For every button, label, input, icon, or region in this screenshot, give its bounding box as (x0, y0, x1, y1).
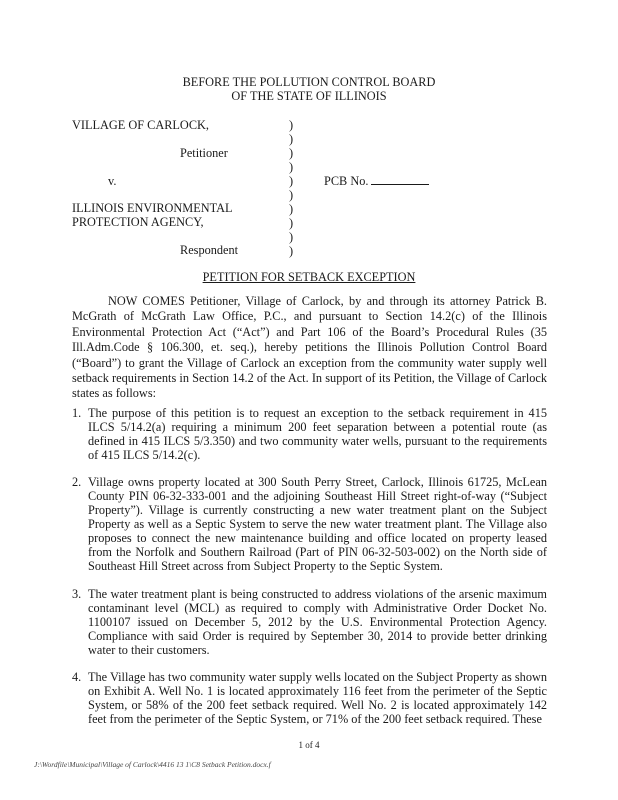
intro-paragraph: NOW COMES Petitioner, Village of Carlock, by and through its attorney Patrick B. McGrath of McGrath Law Office, P.C., and pursuant to Section 14.2(c) of the Illinois Environmental Protection Act (“Act”) and Part 106 of the Board’s Procedural Rules (35 Ill.Adm.Code § 106.300, et. seq.), hereby petitions the Illinois Pollution Control Board (“Board”) to grant the Village of Carlock an exception from the community water supply well setback requirements in Section 14.2 of the Act. In support of its Petition, the Village of Carlock states as follows: (72, 294, 547, 401)
item-number: 3. (72, 587, 82, 601)
page-number: 1 of 4 (298, 740, 320, 750)
item-text: The water treatment plant is being constructed to address violations of the arsenic maximum contaminant level (MCL) as required to comply with Administrative Order Docket No. 1100107 issued on December 5, 2012 by the U.S. Environmental Protection Agency. Compliance with said Order is required by September 30, 2014 to provide better drinking water to their customers. (88, 587, 547, 657)
board-name-line2: OF THE STATE OF ILLINOIS (231, 89, 387, 103)
board-name-line1: BEFORE THE POLLUTION CONTROL BOARD (182, 75, 436, 89)
caption-parentheses (289, 118, 293, 258)
pcb-number-blank (371, 174, 429, 185)
caption-paren: ) (289, 244, 294, 258)
respondent-name-line1: ILLINOIS ENVIRONMENTAL (72, 201, 233, 215)
caption-paren: ) (289, 188, 294, 202)
item-number: 1. (72, 406, 82, 420)
document-title: PETITION FOR SETBACK EXCEPTION (202, 270, 416, 284)
caption-paren: ) (289, 146, 294, 160)
item-text: The purpose of this petition is to request an exception to the setback requirement in 415 ILCS 5/14.2(a) requiring a minimum 200 feet separation between a potential route (as defined in 415 ILCS 5/3.350) and two community water wells, pursuant to the requirements of 415 ILCS 5/14.2(c). (88, 406, 547, 462)
pcb-number (324, 174, 429, 188)
petitioner-role: Petitioner (180, 146, 228, 160)
caption-paren: ) (289, 132, 294, 146)
item-text: The Village has two community water supply wells located on the Subject Property as shown on Exhibit A. Well No. 1 is located approximately 116 feet from the perimeter of the Septic System, or 58% of the 200 feet setback required. Well No. 2 is located approximately 142 feet from the perimeter of the Septic System, or 71% of the 200 feet setback required. These (88, 670, 547, 726)
versus-label: v. (108, 174, 117, 188)
pcb-label: PCB No. (324, 174, 369, 188)
respondent-name-line2: PROTECTION AGENCY, (72, 215, 204, 229)
item-number: 2. (72, 475, 82, 489)
respondent-role: Respondent (180, 243, 239, 257)
caption-paren: ) (289, 174, 294, 188)
caption-paren: ) (289, 230, 294, 244)
caption-paren: ) (289, 202, 294, 216)
caption-paren: ) (289, 160, 294, 174)
caption-paren: ) (289, 118, 294, 132)
petitioner-name: VILLAGE OF CARLOCK, (72, 118, 209, 132)
caption-paren: ) (289, 216, 294, 230)
item-number: 4. (72, 670, 82, 684)
item-text: Village owns property located at 300 South Perry Street, Carlock, Illinois 61725, McLean County PIN 06-32-333-001 and the adjoining Southeast Hill Street right-of-way (“Subject Property”). Village is currently constructing a new water treatment plant on the Subject Property as well as a Septic System to serve the new water treatment plant. The Village also proposes to connect the new maintenance building and office located on property leased from the Norfolk and Southern Railroad (Part of PIN 06-32-503-002) on the North side of Southeast Hill Street across from Subject Property to the Septic System. (88, 475, 547, 573)
footer-file-path: J:\Wordfile\Municipal\Village of Carlock\4416 13 1\C8 Setback Petition.docx.f (34, 760, 271, 769)
